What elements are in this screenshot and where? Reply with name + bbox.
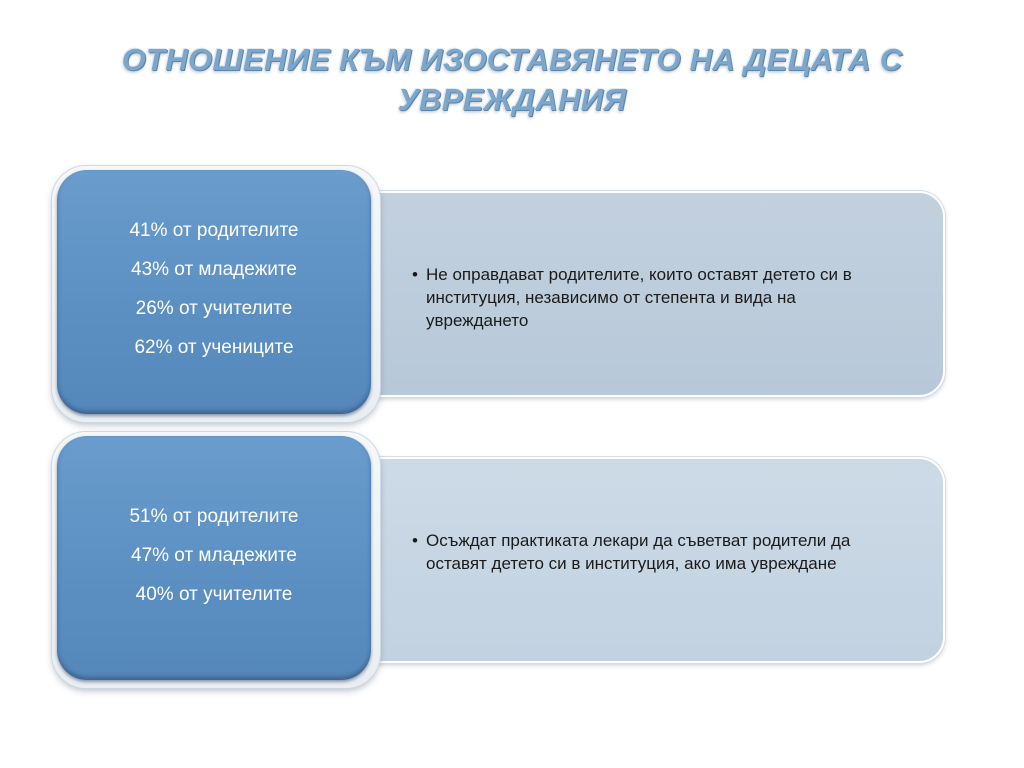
- slide-title: ОТНОШЕНИЕ КЪМ ИЗОСТАВЯНЕТО НА ДЕЦАТА С УВРЕЖДАНИЯ: [121, 42, 903, 117]
- statement-item: [412, 263, 897, 332]
- bullet-icon: •: [412, 531, 418, 550]
- stats-card-frame: [52, 432, 380, 688]
- statement-panel: [350, 457, 945, 663]
- statement-item: [412, 529, 897, 575]
- stat-parents: 41% от родителите: [129, 220, 299, 241]
- stat-parents: 51% от родителите: [129, 505, 299, 527]
- stats-card: [57, 436, 371, 680]
- statement-text: Не оправдават родителите, които оставят детето си в институция, независимо от степента и вида на увреждането: [426, 265, 852, 330]
- stat-students: 62% от учениците: [134, 337, 294, 358]
- stat-teachers: 40% от учителите: [135, 583, 293, 605]
- statement-panel: [350, 191, 945, 397]
- stats-card: [57, 170, 371, 414]
- statement-text: Осъждат практиката лекари да съветват родители да оставят детето си в институция, ако има увреждане: [426, 531, 851, 573]
- stat-teachers: 26% от учителите: [135, 298, 293, 319]
- bullet-icon: •: [412, 265, 418, 284]
- opinion-block-2: [0, 432, 1024, 692]
- stat-youth: 47% от младежите: [131, 544, 297, 566]
- stats-card-frame: [52, 166, 380, 422]
- stat-youth: 43% от младежите: [131, 259, 297, 280]
- opinion-block-1: [0, 166, 1024, 426]
